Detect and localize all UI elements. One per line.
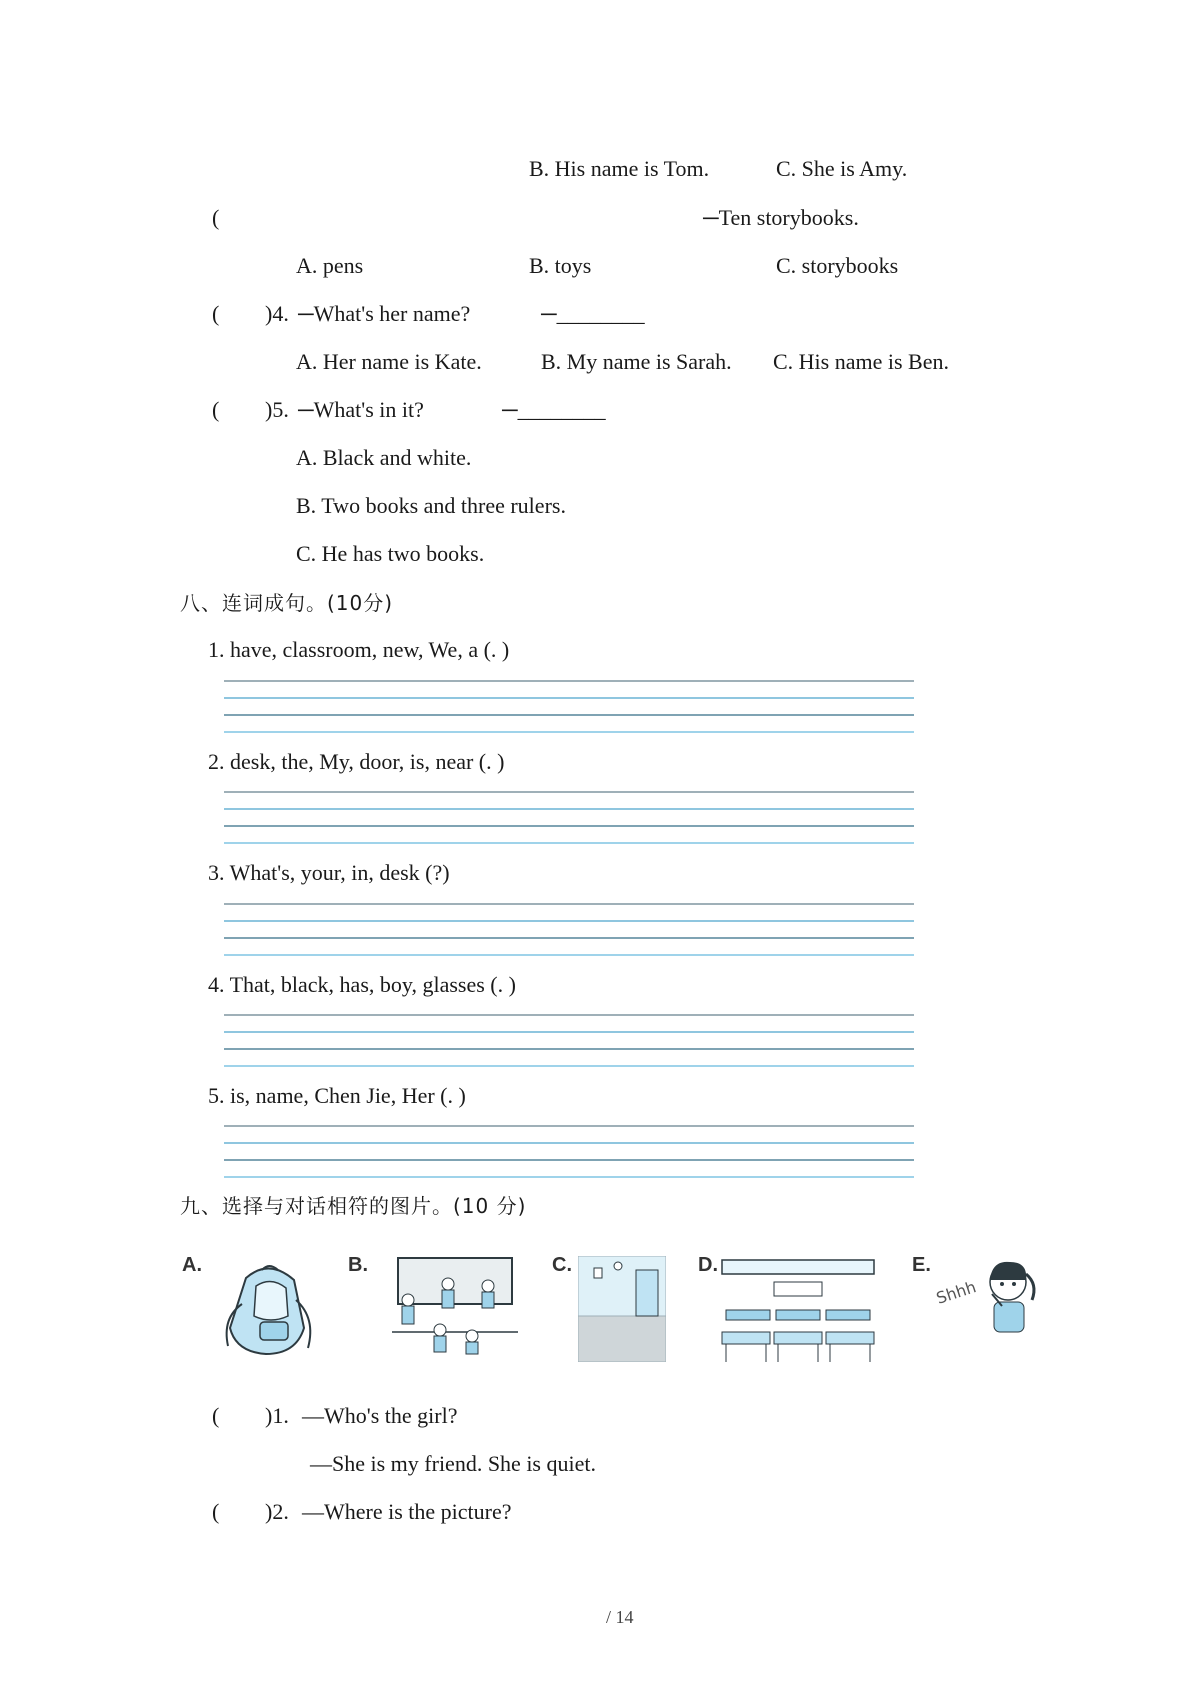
- q5-answer-blank: ─________: [502, 397, 606, 422]
- s9-q1-answer: —She is my friend. She is quiet.: [310, 1451, 596, 1476]
- schoolbag-picture: [216, 1258, 322, 1360]
- q4-option-a: A. Her name is Kate.: [296, 349, 482, 374]
- q5-paren: (: [212, 397, 220, 422]
- q5-question: ─What's in it?: [298, 397, 424, 422]
- q5-number: )5.: [265, 397, 289, 422]
- q3-option-c2: C. storybooks: [776, 253, 899, 278]
- s9-q2-question: —Where is the picture?: [302, 1499, 512, 1524]
- quiet-girl-picture: [980, 1254, 1040, 1334]
- q3-option-c: C. She is Amy.: [776, 156, 908, 181]
- q5-option-a: A. Black and white.: [296, 445, 472, 470]
- page-number: / 14: [606, 1607, 634, 1627]
- writing-lines-4[interactable]: [224, 1014, 914, 1066]
- s8-item-5: 5. is, name, Chen Jie, Her (. ): [208, 1083, 466, 1108]
- classroom-desks-picture: [718, 1252, 878, 1364]
- s9-q1-paren: (: [212, 1403, 220, 1428]
- shhh-text: Shhh: [933, 1277, 979, 1308]
- q4-option-c: C. His name is Ben.: [773, 349, 949, 374]
- blackboard-children-picture: [392, 1256, 518, 1360]
- q3-answer-paren: (: [212, 205, 220, 230]
- picture-label-e: E.: [912, 1254, 931, 1276]
- wall-door-picture: [578, 1256, 666, 1362]
- picture-label-a: A.: [182, 1254, 202, 1276]
- q5-option-b: B. Two books and three rulers.: [296, 493, 566, 518]
- writing-lines-5[interactable]: [224, 1125, 914, 1177]
- q4-paren: (: [212, 301, 220, 326]
- q4-option-b: B. My name is Sarah.: [541, 349, 732, 374]
- s8-item-1: 1. have, classroom, new, We, a (. ): [208, 637, 510, 662]
- s9-q1-question: —Who's the girl?: [302, 1403, 458, 1428]
- q3-option-b: B. His name is Tom.: [529, 156, 710, 181]
- section8-title: 八、连词成句。(10分): [180, 591, 394, 615]
- q4-answer-blank: ─________: [541, 301, 645, 326]
- writing-lines-1[interactable]: [224, 680, 914, 732]
- s9-q1-number: )1.: [265, 1403, 289, 1428]
- q4-question: ─What's her name?: [298, 301, 471, 326]
- section9-title: 九、选择与对话相符的图片。(10 分): [180, 1194, 527, 1218]
- s8-item-2: 2. desk, the, My, door, is, near (. ): [208, 749, 505, 774]
- s9-q2-number: )2.: [265, 1499, 289, 1524]
- s8-item-3: 3. What's, your, in, desk (?): [208, 860, 450, 885]
- q3-answer-text: ─Ten storybooks.: [703, 205, 859, 230]
- picture-label-c: C.: [552, 1254, 572, 1276]
- picture-label-d: D.: [698, 1254, 718, 1276]
- writing-lines-3[interactable]: [224, 903, 914, 955]
- s8-item-4: 4. That, black, has, boy, glasses (. ): [208, 972, 516, 997]
- q3-option-a: A. pens: [296, 253, 364, 278]
- q4-number: )4.: [265, 301, 289, 326]
- q5-option-c: C. He has two books.: [296, 541, 485, 566]
- writing-lines-2[interactable]: [224, 791, 914, 843]
- q3-option-b2: B. toys: [529, 253, 592, 278]
- s9-q2-paren: (: [212, 1499, 220, 1524]
- picture-label-b: B.: [348, 1254, 368, 1276]
